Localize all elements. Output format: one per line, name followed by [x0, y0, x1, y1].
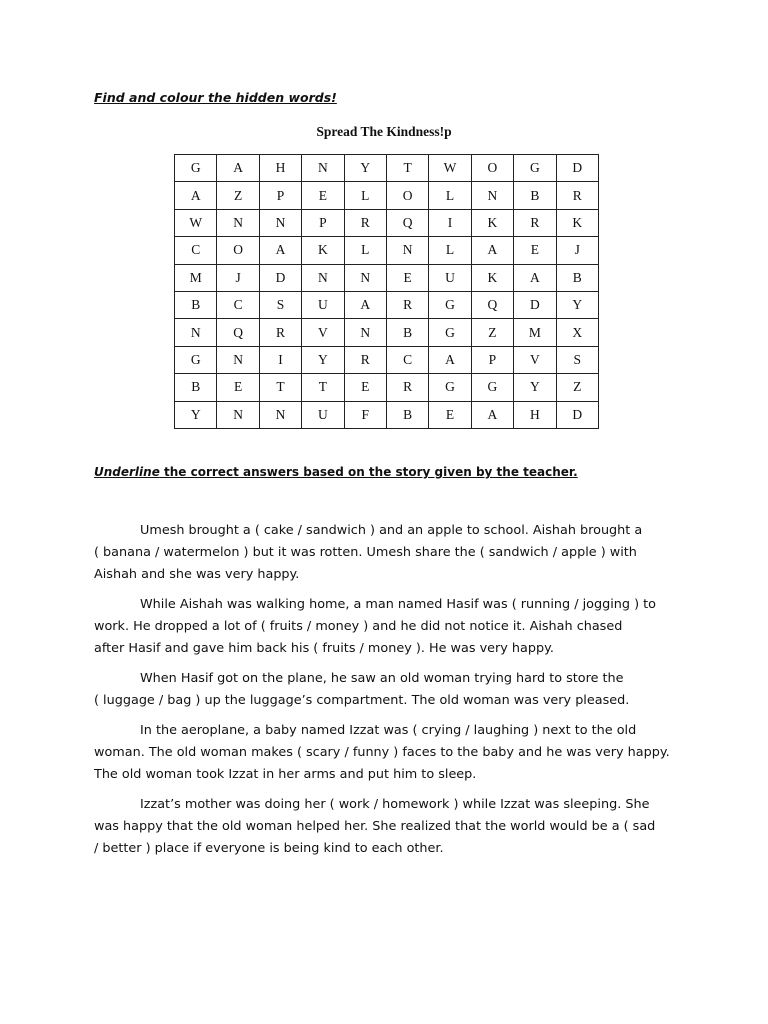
grid-cell[interactable]: N [217, 401, 259, 428]
grid-cell[interactable]: R [344, 209, 386, 236]
story-paragraph [94, 720, 684, 786]
grid-cell[interactable]: L [344, 182, 386, 209]
grid-cell[interactable]: Y [302, 346, 344, 373]
grid-row [175, 374, 599, 401]
grid-cell[interactable]: R [514, 209, 556, 236]
grid-cell[interactable]: A [217, 155, 259, 182]
puzzle-title: Spread The Kindness!p [316, 124, 452, 139]
grid-cell[interactable]: E [386, 264, 428, 291]
grid-cell[interactable]: B [556, 264, 598, 291]
grid-cell[interactable]: Z [217, 182, 259, 209]
grid-cell[interactable]: A [429, 346, 471, 373]
grid-cell[interactable]: A [259, 237, 301, 264]
story-paragraph [94, 520, 684, 586]
grid-cell[interactable]: P [471, 346, 513, 373]
grid-row [175, 401, 599, 428]
grid-cell[interactable]: P [302, 209, 344, 236]
grid-cell[interactable]: V [302, 319, 344, 346]
grid-cell[interactable]: D [556, 155, 598, 182]
grid-cell[interactable]: G [429, 291, 471, 318]
grid-cell[interactable]: T [302, 374, 344, 401]
grid-cell[interactable]: N [175, 319, 217, 346]
story-line: ( luggage / bag ) up the luggage’s compartment. The old woman was very pleased. [94, 693, 630, 708]
grid-cell[interactable]: Y [344, 155, 386, 182]
grid-cell[interactable]: M [514, 319, 556, 346]
grid-row [175, 264, 599, 291]
grid-cell[interactable]: E [217, 374, 259, 401]
grid-cell[interactable]: N [259, 401, 301, 428]
grid-cell[interactable]: M [175, 264, 217, 291]
grid-cell[interactable]: A [514, 264, 556, 291]
grid-cell[interactable]: G [429, 374, 471, 401]
word-search-heading: Find and colour the hidden words! [94, 90, 337, 105]
grid-row [175, 237, 599, 264]
grid-cell[interactable]: Z [556, 374, 598, 401]
grid-cell[interactable]: Y [514, 374, 556, 401]
grid-cell[interactable]: Z [471, 319, 513, 346]
instruction-emphasis: Underline [94, 465, 160, 479]
grid-cell[interactable]: R [259, 319, 301, 346]
grid-cell[interactable]: O [471, 155, 513, 182]
grid-cell[interactable]: L [344, 237, 386, 264]
grid-cell[interactable]: Y [556, 291, 598, 318]
grid-cell[interactable]: E [344, 374, 386, 401]
grid-cell[interactable]: U [302, 401, 344, 428]
story-line: Aishah and she was very happy. [94, 567, 300, 582]
grid-cell[interactable]: F [344, 401, 386, 428]
grid-cell[interactable]: L [429, 182, 471, 209]
story-paragraph [94, 668, 684, 712]
grid-cell[interactable]: S [556, 346, 598, 373]
grid-cell[interactable]: O [386, 182, 428, 209]
grid-cell[interactable]: N [302, 264, 344, 291]
grid-cell[interactable]: S [259, 291, 301, 318]
story-line: While Aishah was walking home, a man named Hasif was ( running / jogging ) to [140, 597, 656, 612]
grid-cell[interactable]: N [344, 264, 386, 291]
story-line: woman. The old woman makes ( scary / funny ) faces to the baby and he was very happy. [94, 745, 670, 760]
instruction-text: the correct answers based on the story given by the teacher. [159, 465, 578, 479]
grid-cell[interactable]: A [471, 237, 513, 264]
grid-cell[interactable]: C [217, 291, 259, 318]
story-paragraph [94, 794, 684, 860]
grid-cell[interactable]: K [471, 264, 513, 291]
story-text [94, 520, 684, 868]
grid-cell[interactable]: R [556, 182, 598, 209]
grid-cell[interactable]: A [344, 291, 386, 318]
grid-cell[interactable]: E [429, 401, 471, 428]
grid-cell[interactable]: L [429, 237, 471, 264]
story-line: Izzat’s mother was doing her ( work / homework ) while Izzat was sleeping. She [140, 797, 650, 812]
grid-cell[interactable]: T [259, 374, 301, 401]
grid-cell[interactable]: P [259, 182, 301, 209]
grid-cell[interactable]: N [217, 209, 259, 236]
story-line: Umesh brought a ( cake / sandwich ) and an apple to school. Aishah brought a [140, 523, 643, 538]
grid-cell[interactable]: I [429, 209, 471, 236]
grid-cell[interactable]: B [514, 182, 556, 209]
grid-cell[interactable]: W [175, 209, 217, 236]
story-line: When Hasif got on the plane, he saw an old woman trying hard to store the [140, 671, 624, 686]
grid-cell[interactable]: Q [386, 209, 428, 236]
grid-cell[interactable]: G [175, 155, 217, 182]
grid-cell[interactable]: Q [471, 291, 513, 318]
grid-cell[interactable]: A [175, 182, 217, 209]
grid-cell[interactable]: A [471, 401, 513, 428]
grid-cell[interactable]: E [302, 182, 344, 209]
grid-row [175, 346, 599, 373]
grid-cell[interactable]: G [429, 319, 471, 346]
grid-cell[interactable]: K [302, 237, 344, 264]
story-line: was happy that the old woman helped her. She realized that the world would be a ( sad [94, 819, 656, 834]
grid-cell[interactable]: B [386, 401, 428, 428]
grid-cell[interactable]: G [514, 155, 556, 182]
grid-cell[interactable]: K [556, 209, 598, 236]
grid-cell[interactable]: B [175, 374, 217, 401]
grid-cell[interactable]: D [556, 401, 598, 428]
grid-cell[interactable]: U [429, 264, 471, 291]
grid-cell[interactable]: I [259, 346, 301, 373]
grid-row [175, 319, 599, 346]
grid-row [175, 155, 599, 182]
grid-cell[interactable]: K [471, 209, 513, 236]
grid-cell[interactable]: Y [175, 401, 217, 428]
grid-cell[interactable]: R [386, 374, 428, 401]
story-line: after Hasif and gave him back his ( fruits / money ). He was very happy. [94, 641, 554, 656]
grid-cell[interactable]: G [471, 374, 513, 401]
grid-cell[interactable]: X [556, 319, 598, 346]
grid-cell[interactable]: O [217, 237, 259, 264]
grid-cell[interactable]: B [386, 319, 428, 346]
grid-cell[interactable]: E [514, 237, 556, 264]
grid-cell[interactable]: R [386, 291, 428, 318]
grid-cell[interactable]: H [514, 401, 556, 428]
grid-row [175, 182, 599, 209]
grid-cell[interactable]: T [386, 155, 428, 182]
grid-cell[interactable]: V [514, 346, 556, 373]
grid-cell[interactable]: D [259, 264, 301, 291]
story-instruction [94, 465, 578, 479]
grid-cell[interactable]: N [344, 319, 386, 346]
grid-cell[interactable]: N [259, 209, 301, 236]
grid-cell[interactable]: B [175, 291, 217, 318]
grid-cell[interactable]: C [175, 237, 217, 264]
grid-cell[interactable]: N [386, 237, 428, 264]
story-line: ( banana / watermelon ) but it was rotten. Umesh share the ( sandwich / apple ) with [94, 545, 637, 560]
story-line: / better ) place if everyone is being kind to each other. [94, 841, 444, 856]
story-line: work. He dropped a lot of ( fruits / money ) and he did not notice it. Aishah chased [94, 619, 623, 634]
grid-cell[interactable]: H [259, 155, 301, 182]
word-search-grid [174, 154, 599, 429]
grid-cell[interactable]: C [386, 346, 428, 373]
grid-cell[interactable]: N [302, 155, 344, 182]
grid-cell[interactable]: N [217, 346, 259, 373]
grid-cell[interactable]: Q [217, 319, 259, 346]
grid-cell[interactable]: N [471, 182, 513, 209]
grid-cell[interactable]: D [514, 291, 556, 318]
grid-cell[interactable]: J [556, 237, 598, 264]
story-line: In the aeroplane, a baby named Izzat was ( crying / laughing ) next to the old [140, 723, 637, 738]
grid-cell[interactable]: U [302, 291, 344, 318]
grid-cell[interactable]: R [344, 346, 386, 373]
story-paragraph [94, 594, 684, 660]
grid-cell[interactable]: G [175, 346, 217, 373]
grid-cell[interactable]: W [429, 155, 471, 182]
grid-cell[interactable]: J [217, 264, 259, 291]
grid-row [175, 291, 599, 318]
grid-row [175, 209, 599, 236]
story-line: The old woman took Izzat in her arms and put him to sleep. [94, 767, 477, 782]
